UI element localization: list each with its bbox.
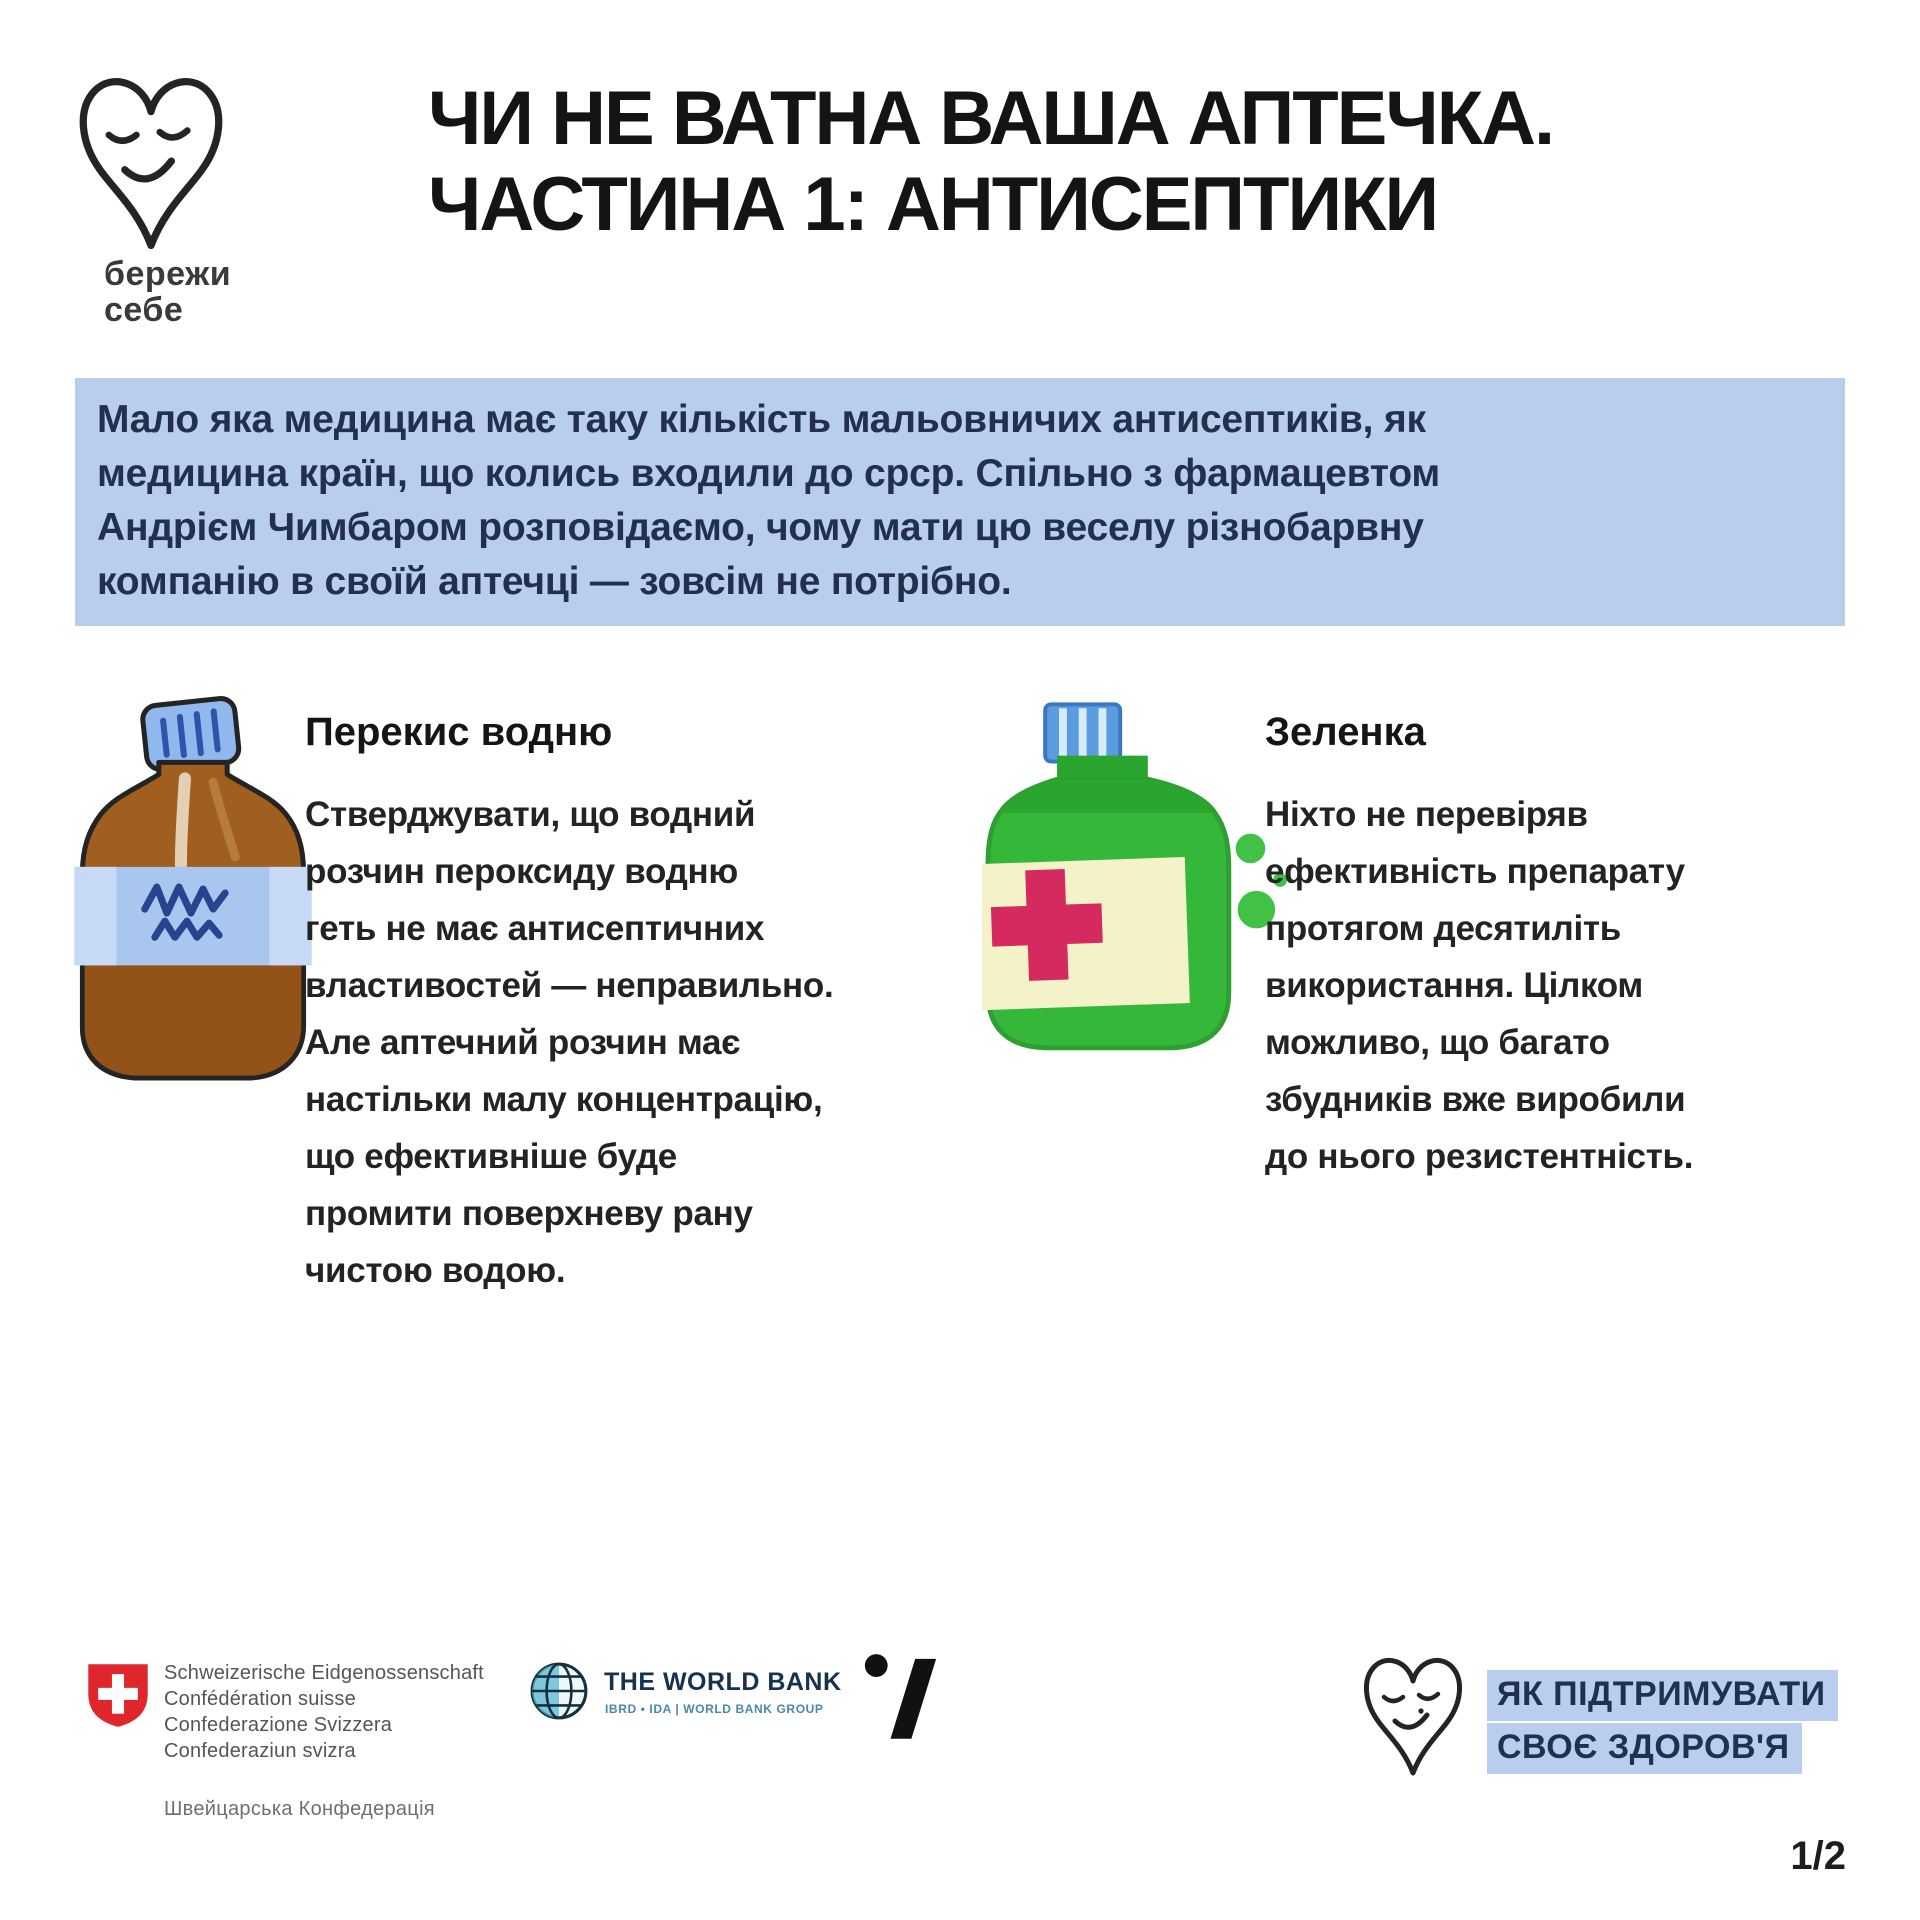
swiss-line: Confederaziun svizra [164, 1740, 356, 1762]
world-bank-subtitle: IBRD • IDA | WORLD BANK GROUP [605, 1702, 824, 1716]
swiss-coat-of-arms-icon [85, 1660, 151, 1730]
heart-logo-icon [1358, 1640, 1468, 1794]
body-line: промити поверхневу рану [305, 1194, 753, 1233]
body-line: збудників вже виробили [1265, 1080, 1686, 1119]
swiss-line: Confédération suisse [164, 1688, 356, 1710]
body-line: чистою водою. [305, 1251, 566, 1290]
intro-line: медицина країн, що колись входили до срср. Спільно з фармацевтом [97, 452, 1441, 495]
swiss-line: Confederazione Svizzera [164, 1714, 393, 1736]
body-line: Ніхто не перевіряв [1265, 795, 1588, 834]
page-title [428, 76, 1553, 248]
zelenka-bottle-illustration [982, 700, 1288, 1064]
world-bank-title: THE WORLD BANK [604, 1668, 842, 1696]
body-line: властивостей — неправильно. [305, 966, 834, 1005]
body-line: геть не має антисептичних [305, 909, 765, 948]
body-line: Але аптечний розчин має [305, 1023, 741, 1062]
swiss-confederation-caption: Швейцарська Конфедерація [164, 1798, 435, 1820]
heart-logo-icon [70, 68, 232, 260]
body-line: можливо, що багато [1265, 1023, 1610, 1062]
body-line: протягом десятиліть [1265, 909, 1621, 948]
item-heading-peroxide: Перекис водню [305, 710, 613, 754]
body-line: використання. Цілком [1265, 966, 1643, 1005]
world-bank-globe-icon [528, 1660, 590, 1722]
cta-health-link [1487, 1670, 1838, 1776]
intro-line: Андрієм Чимбаром розповідаємо, чому мати цю веселу різнобарвну [97, 506, 1424, 549]
body-line: Стверджувати, що водний [305, 795, 756, 834]
cta-line2: СВОЄ ЗДОРОВ'Я [1487, 1723, 1802, 1774]
intro-highlight-block [75, 378, 1845, 626]
body-line: настільки малу концентрацію, [305, 1080, 823, 1119]
swiss-confederation-text [164, 1660, 484, 1764]
item-body-peroxide [305, 786, 833, 1299]
brand-caption-line1: бережи [104, 255, 232, 293]
partner-mark-icon [862, 1650, 938, 1740]
page-title-line1: ЧИ НЕ ВАТНА ВАША АПТЕЧКА. [428, 76, 1554, 161]
intro-line: Мало яка медицина має таку кількість мальовничих антисептиків, як [97, 398, 1426, 441]
page-number: 1/2 [1790, 1834, 1846, 1878]
body-line: ефективність препарату [1265, 852, 1685, 891]
body-line: розчин пероксиду водню [305, 852, 738, 891]
intro-line: компанію в своїй аптечці — зовсім не потрібно. [97, 560, 1012, 603]
body-line: до нього резистентність. [1265, 1137, 1694, 1176]
swiss-line: Schweizerische Eidgenossenschaft [164, 1662, 484, 1684]
page-title-line2: ЧАСТИНА 1: АНТИСЕПТИКИ [428, 162, 1438, 247]
body-line: що ефективніше буде [305, 1137, 677, 1176]
peroxide-bottle-illustration [66, 696, 320, 1090]
brand-caption [104, 256, 231, 328]
cta-line1: ЯК ПІДТРИМУВАТИ [1487, 1670, 1838, 1721]
item-body-zelenka [1265, 786, 1693, 1185]
brand-caption-line2: себе [104, 291, 184, 330]
item-heading-zelenka: Зеленка [1265, 710, 1426, 754]
